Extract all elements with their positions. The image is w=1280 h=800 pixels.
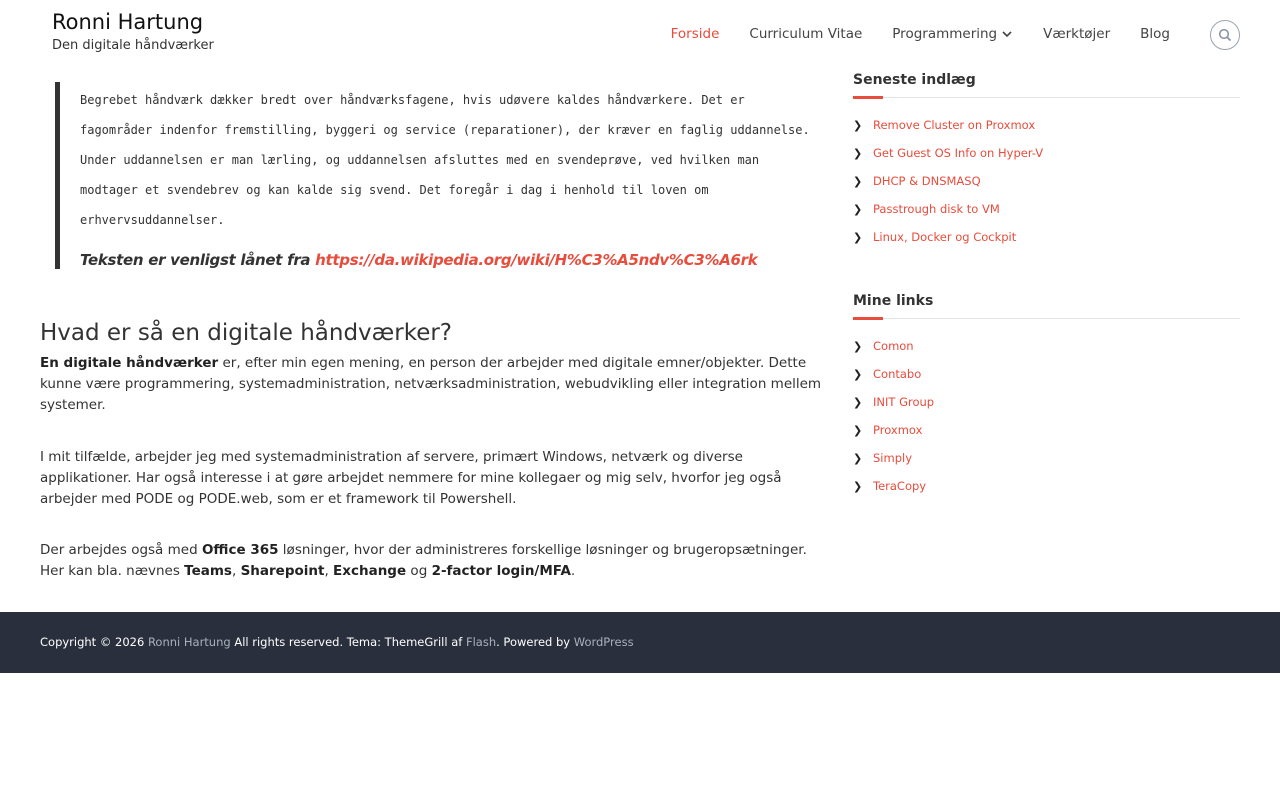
wordpress-link[interactable]: WordPress — [573, 635, 634, 649]
nav-label: Curriculum Vitae — [749, 26, 863, 42]
sidebar-link[interactable]: INIT Group — [873, 395, 935, 409]
nav-item-programmering[interactable] — [892, 26, 1013, 42]
list-item — [853, 472, 1240, 500]
chevron-right-icon: ❯ — [853, 479, 863, 493]
chevron-down-icon — [1001, 28, 1013, 40]
owner-link[interactable]: Ronni Hartung — [147, 635, 231, 649]
nav-label: Programmering — [892, 26, 998, 42]
recent-post-link[interactable]: Passtrough disk to VM — [873, 202, 1000, 216]
bold-text: Sharepoint — [240, 563, 325, 579]
links-list — [853, 332, 1240, 500]
site-title[interactable]: Ronni Hartung — [52, 10, 204, 34]
recent-post-link[interactable]: Linux, Docker og Cockpit — [873, 230, 1017, 244]
text: , — [231, 563, 241, 579]
list-item — [853, 332, 1240, 360]
blockquote — [55, 82, 820, 269]
paragraph-3 — [40, 540, 830, 582]
main-nav — [671, 26, 1170, 42]
sidebar-link[interactable]: Comon — [873, 339, 914, 353]
chevron-right-icon: ❯ — [853, 395, 863, 409]
nav-item-curriculum-vitae[interactable] — [749, 26, 862, 42]
nav-label: Forside — [670, 26, 720, 42]
search-button[interactable] — [1210, 20, 1240, 50]
text: Der arbejdes også med — [40, 542, 202, 558]
widget-recent-posts — [853, 72, 1240, 251]
text: er, efter min egen mening, en person der arbejder med digitale emner/objekter. Dette kunne være programmering, systemadministration, netværksadministration, webudvikling eller integration mellem systemer. — [40, 355, 822, 413]
quote-credit-text: Teksten er venligst lånet fra — [80, 251, 316, 269]
bold-text: Exchange — [333, 563, 407, 579]
chevron-right-icon: ❯ — [853, 230, 863, 244]
list-item — [853, 139, 1240, 167]
quote-text: Begrebet håndværk dækker bredt over håndværksfagene, hvis udøvere kaldes håndværkere. Det er fagområder indenfor fremstilling, byggeri og service (reparationer), der kræver en faglig uddannelse. Under uddannelsen er man lærling, og uddannelsen afsluttes med en svendeprøve, ved hvilken man modtager et svendebrev og kan kalde sig svend. Det foregår i dag i henhold til loven om erhvervsuddannelser. — [80, 93, 810, 227]
footer-copyright — [40, 635, 634, 649]
sidebar-link[interactable]: TeraCopy — [873, 479, 927, 493]
list-item — [853, 360, 1240, 388]
list-item — [853, 195, 1240, 223]
bold-text: Teams — [184, 563, 232, 579]
recent-post-link[interactable]: DHCP & DNSMASQ — [873, 174, 981, 188]
chevron-right-icon: ❯ — [853, 451, 863, 465]
text: løsninger, hvor der administreres forskellige løsninger og brugeropsætninger. Her kan bla. nævnes — [40, 542, 807, 579]
text: . Powered by — [496, 635, 574, 649]
paragraph-2: I mit tilfælde, arbejder jeg med systemadministration af servere, primært Windows, netværk og diverse applikationer. Har også interesse i at gøre arbejdet nemmere for mine kollegaer og mig selv, hvorfor jeg også arbejder med PODE og PODE.web, som er et framework til Powershell. — [40, 449, 782, 507]
theme-link[interactable]: Flash — [465, 635, 497, 649]
site-description: Den digitale håndværker — [52, 38, 214, 53]
text: og — [406, 563, 432, 579]
text: Copyright © 2026 — [40, 635, 148, 649]
list-item — [853, 416, 1240, 444]
recent-post-link[interactable]: Remove Cluster on Proxmox — [873, 118, 1036, 132]
widget-title: Seneste indlæg — [853, 72, 1240, 98]
widget-my-links — [853, 293, 1240, 500]
nav-item-blog[interactable] — [1140, 26, 1170, 42]
chevron-right-icon: ❯ — [853, 367, 863, 381]
nav-label: Værktøjer — [1043, 26, 1111, 42]
quote-credit — [80, 251, 820, 269]
wikipedia-link[interactable]: https://da.wikipedia.org/wiki/H%C3%A5ndv%C3%A6rk — [315, 251, 758, 269]
chevron-right-icon: ❯ — [853, 118, 863, 132]
recent-post-link[interactable]: Get Guest OS Info on Hyper-V — [873, 146, 1044, 160]
nav-item-vaerktoejer[interactable] — [1043, 26, 1110, 42]
chevron-right-icon: ❯ — [853, 202, 863, 216]
text: . — [570, 563, 576, 579]
sidebar-link[interactable]: Proxmox — [873, 423, 923, 437]
list-item — [853, 167, 1240, 195]
chevron-right-icon: ❯ — [853, 423, 863, 437]
text: All rights reserved. Tema: ThemeGrill af — [230, 635, 466, 649]
bold-text: 2-factor login/MFA — [431, 563, 571, 579]
site-header — [0, 0, 1280, 70]
list-item — [853, 388, 1240, 416]
text: , — [324, 563, 334, 579]
list-item — [853, 111, 1240, 139]
nav-label: Blog — [1140, 26, 1170, 42]
search-icon — [1218, 28, 1232, 42]
site-footer — [0, 612, 1280, 673]
chevron-right-icon: ❯ — [853, 146, 863, 160]
paragraph-1 — [40, 353, 830, 416]
chevron-right-icon: ❯ — [853, 174, 863, 188]
bold-text: En digitale håndværker — [40, 355, 219, 371]
nav-item-forside[interactable] — [671, 26, 720, 42]
section-heading: Hvad er så en digitale håndværker? — [40, 320, 453, 346]
recent-posts-list — [853, 111, 1240, 251]
widget-title: Mine links — [853, 293, 1240, 319]
sidebar-link[interactable]: Contabo — [873, 367, 922, 381]
bold-text: Office 365 — [201, 542, 279, 558]
list-item — [853, 223, 1240, 251]
chevron-right-icon: ❯ — [853, 339, 863, 353]
list-item — [853, 444, 1240, 472]
sidebar-link[interactable]: Simply — [873, 451, 912, 465]
